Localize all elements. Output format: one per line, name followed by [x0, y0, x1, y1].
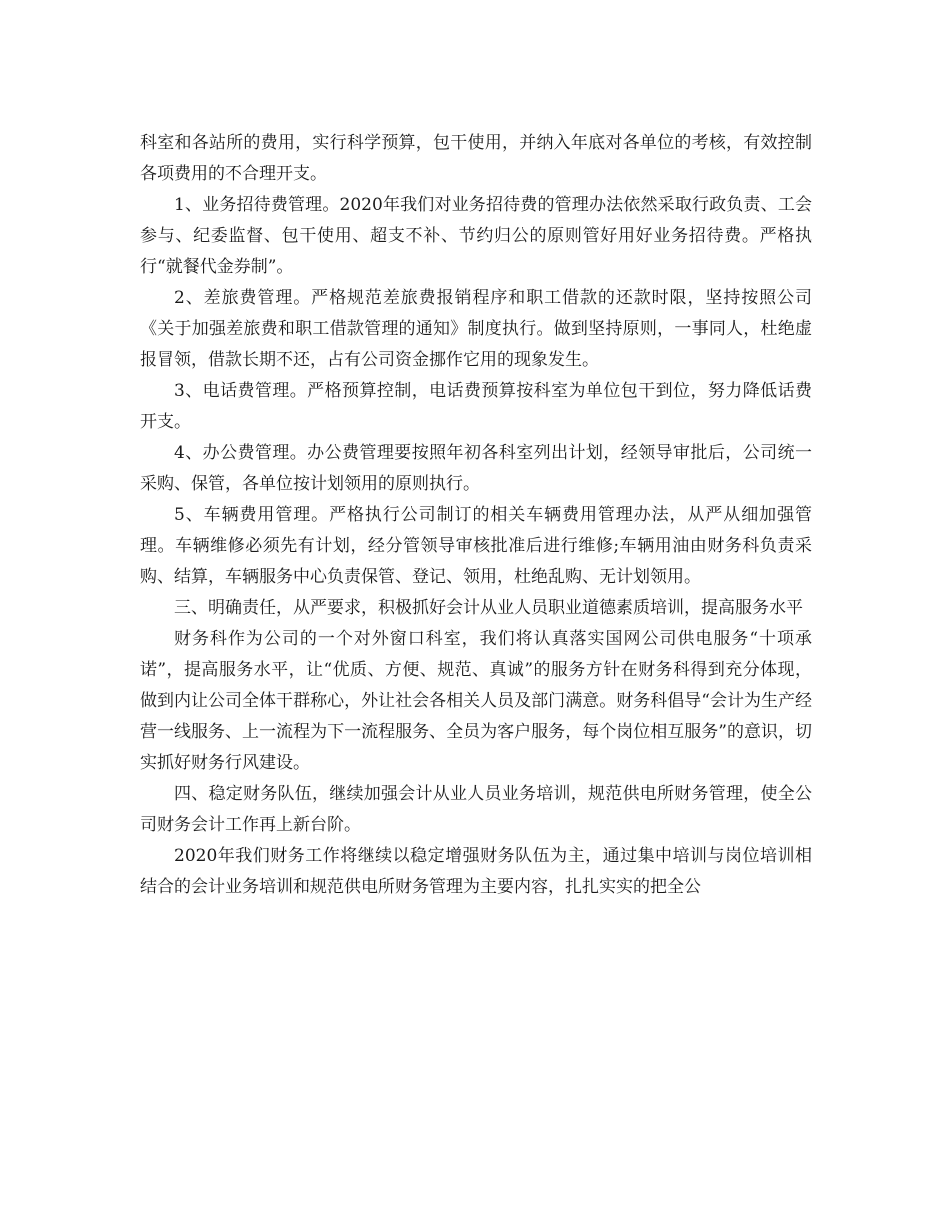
paragraph-training-plan: 2020年我们财务工作将继续以稳定增强财务队伍为主，通过集中培训与岗位培训相结合的会计业务培训和规范供电所财务管理为主要内容，扎扎实实的把全公 — [140, 846, 812, 897]
paragraph-continuation: 科室和各站所的费用，实行科学预算，包干使用，并纳入年底对各单位的考核，有效控制各项费用的不合理开支。 — [140, 133, 812, 184]
paragraph-phone-expenses: 3、电话费管理。严格预算控制，电话费预算按科室为单位包干到位，努力降低话费开支。 — [140, 381, 812, 432]
paragraph-business-entertainment: 1、业务招待费管理。2020年我们对业务招待费的管理办法依然采取行政负责、工会参与、纪委监督、包干使用、超支不补、节约归公的原则管好用好业务招待费。严格执行“就餐代金券制”。 — [140, 195, 812, 277]
paragraph-service-window: 财务科作为公司的一个对外窗口科室，我们将认真落实国网公司供电服务“十项承诺”，提高服务水平，让“优质、方便、规范、真诚”的服务方针在财务科得到充分体现，做到内让公司全体干群称心，外让社会各相关人员及部门满意。财务科倡导“会计为生产经营一线服务、上一流程为下一流程服务、全员为客户服务，每个岗位相互服务”的意识，切实抓好财务行风建设。 — [140, 629, 812, 773]
section-heading-three: 三、明确责任，从严要求，积极抓好会计从业人员职业道德素质培训，提高服务水平 — [174, 598, 803, 618]
paragraph-travel-expenses: 2、差旅费管理。严格规范差旅费报销程序和职工借款的还款时限，坚持按照公司《关于加强差旅费和职工借款管理的通知》制度执行。做到坚持原则，一事同人，杜绝虚报冒领，借款长期不还，占有公司资金挪作它用的现象发生。 — [140, 288, 812, 370]
paragraph-vehicle-expenses: 5、车辆费用管理。严格执行公司制订的相关车辆费用管理办法，从严从细加强管理。车辆维修必须先有计划，经分管领导审核批准后进行维修;车辆用油由财务科负责采购、结算，车辆服务中心负责保管、登记、领用，杜绝乱购、无计划领用。 — [140, 505, 812, 587]
paragraph-office-expenses: 4、办公费管理。办公费管理要按照年初各科室列出计划，经领导审批后，公司统一采购、保管，各单位按计划领用的原则执行。 — [140, 443, 812, 494]
section-heading-four: 四、稳定财务队伍，继续加强会计从业人员业务培训，规范供电所财务管理，使全公司财务会计工作再上新台阶。 — [140, 784, 812, 835]
document-body — [140, 128, 812, 903]
